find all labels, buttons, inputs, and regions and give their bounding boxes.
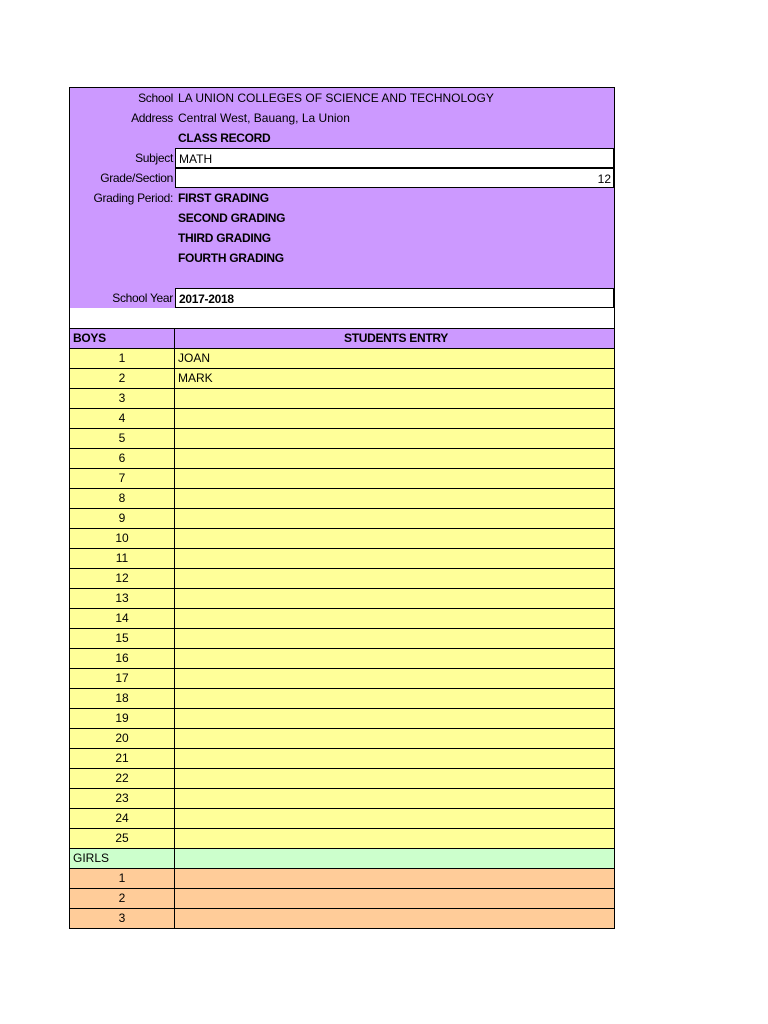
boys-name-cell[interactable] [175,589,614,608]
boys-row [70,428,614,448]
grading-period-row-4 [70,248,614,268]
boys-number: 24 [70,809,175,828]
boys-name-cell[interactable] [175,809,614,828]
girls-name-cell[interactable] [175,889,614,908]
boys-number: 12 [70,569,175,588]
boys-name-cell[interactable] [175,509,614,528]
boys-name-cell[interactable] [175,389,614,408]
boys-number: 7 [70,469,175,488]
boys-name-cell[interactable] [175,409,614,428]
boys-row [70,748,614,768]
boys-row [70,788,614,808]
boys-number: 15 [70,629,175,648]
boys-row [70,408,614,428]
boys-number: 4 [70,409,175,428]
grade-label: Grade/Section [100,171,173,185]
boys-name-cell[interactable] [175,649,614,668]
boys-number: 20 [70,729,175,748]
boys-name-cell[interactable] [175,709,614,728]
grading-period-row-2 [70,208,614,228]
boys-name-cell[interactable] [175,489,614,508]
grading-period-label: Grading Period: [93,191,173,205]
boys-number: 9 [70,509,175,528]
boys-name-cell[interactable] [175,449,614,468]
school-label: School [138,91,173,105]
girls-number: 1 [70,869,175,888]
boys-name-cell[interactable] [175,669,614,688]
grading-period-row-3 [70,228,614,248]
boys-name-cell[interactable] [175,629,614,648]
boys-number: 2 [70,369,175,388]
boys-row [70,548,614,568]
subject-label: Subject [135,151,173,165]
boys-number: 13 [70,589,175,608]
boys-number: 14 [70,609,175,628]
boys-number: 8 [70,489,175,508]
boys-name-cell[interactable] [175,769,614,788]
boys-name-cell[interactable] [175,529,614,548]
grading-period-fourth[interactable]: FOURTH GRADING [178,251,284,265]
grading-period-third[interactable]: THIRD GRADING [178,231,271,245]
boys-row [70,388,614,408]
boys-name-cell[interactable] [175,829,614,848]
boys-name-cell[interactable] [175,789,614,808]
girls-header-row [70,848,614,868]
boys-row [70,588,614,608]
boys-number: 21 [70,749,175,768]
girls-row [70,908,614,928]
girls-row [70,888,614,908]
header-gap-row [70,268,614,288]
boys-number: 19 [70,709,175,728]
boys-row [70,608,614,628]
grading-period-second[interactable]: SECOND GRADING [178,211,286,225]
boys-number: 25 [70,829,175,848]
boys-row [70,528,614,548]
boys-name-cell[interactable] [175,729,614,748]
address-label: Address [131,111,173,125]
boys-name-cell[interactable] [175,569,614,588]
section-spacer [70,308,614,328]
girls-number: 2 [70,889,175,908]
boys-row [70,568,614,588]
boys-number: 16 [70,649,175,668]
school-year-label: School Year [112,291,173,305]
boys-name-cell[interactable] [175,549,614,568]
boys-row [70,688,614,708]
boys-row [70,508,614,528]
girls-label: GIRLS [70,849,175,868]
girls-row [70,868,614,888]
boys-name-cell[interactable] [175,689,614,708]
boys-row [70,808,614,828]
boys-list [70,348,614,848]
boys-name-cell[interactable] [175,429,614,448]
boys-row [70,828,614,848]
school-row [70,88,614,108]
boys-number: 22 [70,769,175,788]
address-value[interactable]: Central West, Bauang, La Union [178,111,350,125]
school-value[interactable]: LA UNION COLLEGES OF SCIENCE AND TECHNOLOGY [178,91,494,105]
students-entry-label: STUDENTS ENTRY [175,329,614,348]
boys-header-row [70,328,614,348]
subject-row [70,148,614,168]
girls-name-cell[interactable] [175,909,614,928]
boys-name-cell[interactable]: MARK [178,371,213,385]
girls-name-cell[interactable] [175,869,614,888]
girls-number: 3 [70,909,175,928]
school-year-row [70,288,614,308]
boys-number: 11 [70,549,175,568]
grading-period-first[interactable]: FIRST GRADING [178,191,269,205]
boys-row [70,628,614,648]
boys-name-cell[interactable] [175,749,614,768]
school-year-value[interactable]: 2017-2018 [175,288,614,308]
record-title: CLASS RECORD [178,131,271,145]
boys-number: 10 [70,529,175,548]
boys-row [70,648,614,668]
boys-name-cell[interactable]: JOAN [178,351,211,365]
boys-row [70,708,614,728]
boys-number: 5 [70,429,175,448]
boys-row [70,728,614,748]
boys-row [70,348,614,368]
boys-row [70,668,614,688]
grade-row [70,168,614,188]
boys-label: BOYS [70,329,175,348]
grading-period-row-1 [70,188,614,208]
boys-row [70,368,614,388]
record-title-row [70,128,614,148]
boys-name-cell[interactable] [175,469,614,488]
boys-number: 18 [70,689,175,708]
boys-number: 23 [70,789,175,808]
grade-value[interactable]: 12 [175,168,614,188]
subject-value[interactable]: MATH [175,148,614,168]
boys-number: 3 [70,389,175,408]
boys-row [70,468,614,488]
boys-row [70,448,614,468]
boys-number: 1 [70,349,175,368]
girls-list [70,868,614,928]
boys-number: 6 [70,449,175,468]
address-row [70,108,614,128]
boys-number: 17 [70,669,175,688]
boys-row [70,768,614,788]
boys-name-cell[interactable] [175,609,614,628]
boys-row [70,488,614,508]
class-record-sheet [69,87,615,929]
